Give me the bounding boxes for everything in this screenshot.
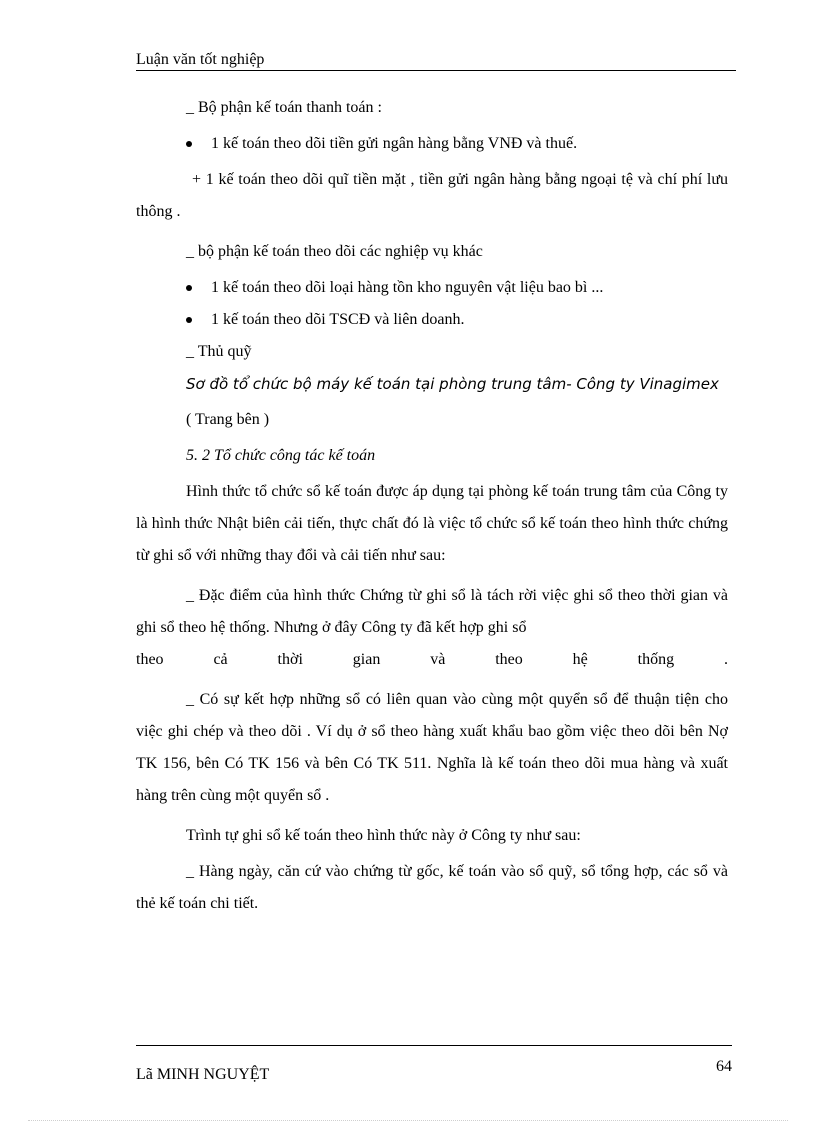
footer-rule bbox=[136, 1045, 732, 1046]
paragraph-sequence: Trình tự ghi sổ kế toán theo hình thức này ở Công ty như sau: bbox=[186, 827, 581, 844]
page-edge-dotted-line bbox=[28, 1120, 788, 1121]
bullet-icon bbox=[186, 141, 192, 147]
page-footer bbox=[136, 1045, 732, 1084]
diagram-caption: Sơ đồ tổ chức bộ máy kế toán tại phòng trung tâm- Công ty Vinagimex bbox=[186, 375, 719, 393]
footer-author: Lã MINH NGUYỆT bbox=[136, 1066, 270, 1083]
paragraph-features: _ Đặc điểm của hình thức Chứng từ ghi sổ là tách rời việc ghi sổ theo thời gian và ghi sổ theo hệ thống. Nhưng ở đây Công ty đã kết hợp ghi sổ bbox=[136, 587, 728, 636]
body-text bbox=[136, 92, 728, 920]
header-rule bbox=[136, 70, 736, 71]
paragraph-other-ops: _ bộ phận kế toán theo dõi các nghiệp vụ khác bbox=[186, 243, 483, 260]
bullet-item bbox=[136, 128, 728, 160]
paragraph-combined-books: _ Có sự kết hợp những sổ có liên quan vào cùng một quyển sổ để thuận tiện cho việc ghi chép và theo dõi . Ví dụ ở sổ theo hàng xuất khẩu bao gồm việc theo dõi bên Nợ TK 156, bên Có TK 156 và bên Có TK 511. Nghĩa là kế toán theo dõi mua hàng và xuất hàng trên cùng một quyển sổ . bbox=[136, 691, 728, 804]
page-number: 64 bbox=[716, 1058, 732, 1075]
paragraph-accounting-payment: _ Bộ phận kế toán thanh toán : bbox=[186, 99, 382, 116]
paragraph-daily: _ Hàng ngày, căn cứ vào chứng từ gốc, kế toán vào sổ quỹ, sổ tổng hợp, các sổ và thẻ kế toán chi tiết. bbox=[136, 863, 728, 912]
bullet-text: 1 kế toán theo dõi loại hàng tồn kho nguyên vật liệu bao bì ... bbox=[211, 279, 604, 296]
paragraph-cashier: _ Thủ quỹ bbox=[186, 343, 252, 360]
page-header bbox=[136, 50, 736, 71]
paragraph-cash: + 1 kế toán theo dõi quĩ tiền mặt , tiền gửi ngân hàng bằng ngoại tệ và chí phí lưu thông . bbox=[136, 171, 728, 220]
bullet-item bbox=[136, 272, 728, 304]
bullet-text: 1 kế toán theo dõi TSCĐ và liên doanh. bbox=[211, 311, 465, 328]
paragraph-bookkeeping-form: Hình thức tổ chức sổ kế toán được áp dụng tại phòng kế toán trung tâm của Công ty là hình thức Nhật biên cải tiến, thực chất đó là việc tổ chức sổ kế toán theo hình thức chứng từ ghi sổ với những thay đổi và cải tiến như sau: bbox=[136, 483, 728, 564]
bullet-icon bbox=[186, 317, 192, 323]
bullet-icon bbox=[186, 285, 192, 291]
paragraph-features-last-line: theo cả thời gian và theo hệ thống . bbox=[136, 651, 728, 668]
section-heading: 5. 2 Tổ chức công tác kế toán bbox=[186, 447, 376, 464]
bullet-item bbox=[136, 304, 728, 336]
paragraph-next-page: ( Trang bên ) bbox=[186, 411, 270, 428]
bullet-text: 1 kế toán theo dõi tiền gửi ngân hàng bằng VNĐ và thuế. bbox=[211, 135, 578, 152]
header-title: Luận văn tốt nghiệp bbox=[136, 51, 265, 68]
